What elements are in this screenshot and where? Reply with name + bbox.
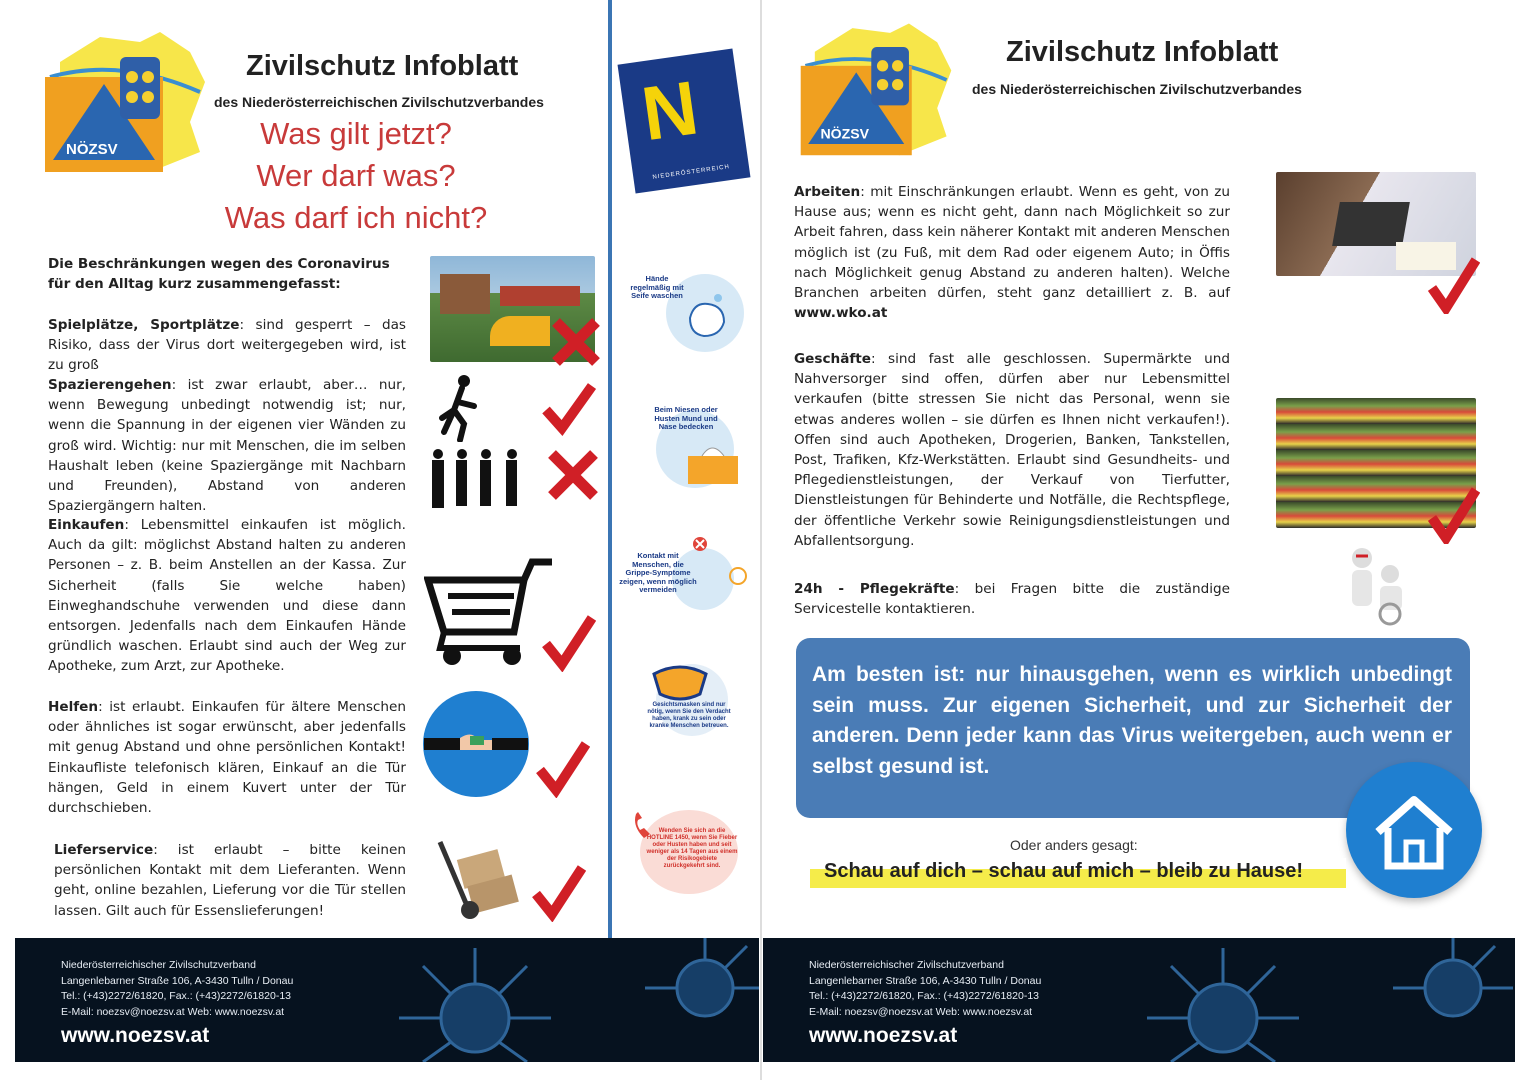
footer-org-2: Niederösterreichischer Zivilschutzverband — [809, 959, 1004, 971]
virus-illustration-2 — [1063, 938, 1513, 1062]
intro-text: Die Beschränkungen wegen des Coronavirus für den Alltag kurz zusammengefasst: — [48, 256, 390, 292]
slogan-text: Schau auf dich – schau auf mich – bleib zu Hause! — [824, 860, 1304, 882]
checkmark-icon-5 — [1426, 254, 1480, 314]
cross-mark-icon-2 — [546, 448, 600, 502]
oder-text: Oder anders gesagt: — [1010, 837, 1138, 853]
footer-phone-2: Tel.: (+43)2272/61820, Fax.: (+43)2272/61820-13 — [809, 990, 1039, 1002]
home-icon — [1346, 762, 1482, 898]
footer-phone: Tel.: (+43)2272/61820, Fax.: (+43)2272/61820-13 — [61, 990, 291, 1002]
footer-org: Niederösterreichischer Zivilschutzverband — [61, 959, 256, 971]
noezsv-logo-2 — [796, 12, 956, 162]
footer-address: Langenlebarner Straße 106, A-3430 Tulln / Donau — [61, 974, 294, 987]
noezsv-logo — [40, 22, 210, 177]
callout-text: Am besten ist: nur hinausgehen, wenn es wirklich unbedingt sein muss. Zur eigenen Sicherheit, und zur Sicherheit der anderen. Denn jeder kann das Virus weitergeben, auch wenn er selbst gesund ist. — [812, 663, 1452, 778]
tip-mask: Gesichtsmasken sind nur nötig, wenn Sie den Verdacht haben, krank zu sein oder kranke Menschen betreuen. — [647, 702, 731, 729]
shopping-cart-icon — [424, 558, 556, 668]
helping-hands-icon — [422, 690, 530, 798]
footer-url-2[interactable]: www.noezsv.at — [809, 1024, 958, 1047]
footer-email-2: E-Mail: noezsv@noezsv.at Web: www.noezsv.at — [809, 1005, 1033, 1018]
checkmark-icon-4 — [530, 862, 586, 922]
question-1: Was gilt jetzt? — [260, 116, 452, 151]
tip-hotline: Wenden Sie sich an die HOTLINE 1450, wenn Sie Fieber oder Husten haben und seit weniger als 14 Tagen aus einem der Risikogebiete zurückgekehrt sind. — [646, 828, 738, 869]
caregiver-icon — [1340, 546, 1412, 626]
section-helfen: Helfen: ist erlaubt. Einkaufen für ältere Menschen oder ähnliches ist sogar erwünscht, aber jedenfalls mit genug Abstand und ohne persönlichen Kontakt! Einkaufliste telefonisch klären, Einkauf an die Tür hängen, Geld in einem Kuvert unter der Tür durchschieben. — [48, 699, 406, 817]
checkmark-icon-6 — [1426, 484, 1480, 544]
tip-handwash: Hände regelmäßig mit Seife waschen — [630, 274, 684, 300]
footer-left — [15, 938, 759, 1062]
logo-text: NÖZSV — [66, 141, 118, 158]
question-3: Was darf ich nicht? — [224, 200, 488, 235]
tip-sneeze: Beim Niesen oder Husten Mund und Nase bedecken — [654, 405, 718, 431]
question-2: Wer darf was? — [256, 158, 456, 193]
footer-email: E-Mail: noezsv@noezsv.at Web: www.noezsv.at — [61, 1005, 285, 1018]
face-mask-icon — [650, 664, 710, 704]
logo-text-2: NÖZSV — [820, 125, 870, 142]
delivery-handtruck-icon — [432, 832, 524, 922]
handwash-icon — [680, 288, 734, 342]
page-title: Zivilschutz Infoblatt — [246, 50, 519, 82]
virus-illustration — [315, 938, 759, 1062]
tissue-box-icon — [684, 438, 742, 488]
no-contact-icon — [690, 536, 754, 596]
group-runners-icon — [428, 448, 532, 508]
checkmark-icon-3 — [534, 738, 590, 798]
page-subtitle-2: des Niederösterreichischen Zivilschutzverbandes — [972, 81, 1302, 97]
checkmark-icon-2 — [540, 612, 596, 672]
page-title-2: Zivilschutz Infoblatt — [1006, 36, 1279, 68]
footer-url[interactable]: www.noezsv.at — [61, 1024, 210, 1047]
column-divider — [608, 0, 612, 940]
section-lieferservice: Lieferservice: ist erlaubt – bitte keinen persönlichen Kontakt mit dem Lieferanten. Wenn geht, online bezahlen, Lieferung vor die Tür stellen lassen. Gilt auch für Essenslieferungen! — [54, 842, 406, 919]
section-arbeiten: Arbeiten: mit Einschränkungen erlaubt. Wenn es geht, von zu Hause aus; wenn es nicht geht, dann nach Möglichkeit so zur Arbeit fahren, dass kein näherer Kontakt mit anderen Menschen möglich ist (zu Fuß, mit dem Rad oder eigenem Auto; in Öffis nach Möglichkeit genug Abstand zu anderen halten). Welche Branchen arbeiten dürfen, steht ganz detailliert z. B. auf www.wko.at — [794, 184, 1230, 322]
page-divider — [760, 0, 762, 1080]
section-pflegekraefte: 24h - Pflegekräfte: bei Fragen bitte die zuständige Servicestelle kontaktieren. — [794, 581, 1230, 618]
runner-icon — [434, 374, 486, 442]
tip-contact: Kontakt mit Menschen, die Grippe-Symptome zeigen, wenn möglich vermeiden — [619, 551, 697, 594]
section-spazierengehen: Spazierengehen: ist zwar erlaubt, aber… nur, wenn Bewegung unbedingt notwendig ist; nur, wenn die Spannung in der eigenen vier Wänden zu groß wird. Wichtig: nur mit Menschen, die im selben Haushalt leben (keine Spaziergänge mit Nachbarn und Freunden), Abstand von anderen Spaziergängern halten. — [48, 377, 406, 515]
slogan-highlight — [810, 858, 1346, 888]
cross-mark-icon — [550, 316, 602, 368]
section-geschaefte: Geschäfte: sind fast alle geschlossen. Supermärkte und Nahversorger sind offen, dürfen aber nur Lebensmittel verkaufen (bitte stressen Sie nicht das Personal, wenn sie etwas anderes wollen – sie dürfen es Ihnen nicht verkaufen!). Offen sind auch Apotheken, Drogerien, Banken, Tankstellen, Post, Trafiken, Kfz-Werkstätten. Erlaubt sind Gesundheits- und Pflegedienstleistungen, der Verkauf von Tierfutter, Dienstleistungen für Behinderte und Notfälle, die Rechtspflege, der öffentliche Verkehr sowie Reinigungsdienstleistungen und Abfallentsorgung. — [794, 351, 1230, 549]
left-page — [0, 0, 612, 1080]
section-einkaufen: Einkaufen: Lebensmittel einkaufen ist möglich. Auch da gilt: möglichst Abstand halten zu anderen Personen – z. B. beim Anstellen an der Kassa. Zur Sicherheit (falls Sie welche haben) Einweghandschuhe verwenden und diese dann entsorgen. Jedenfalls nach dem Einkaufen Hände gründlich waschen. Erlaubt sind auch der Weg zur Apotheke, zum Arzt, zur Apotheke. — [48, 517, 406, 675]
page-subtitle: des Niederösterreichischen Zivilschutzverbandes — [214, 94, 544, 110]
footer-right — [763, 938, 1515, 1062]
footer-address-2: Langenlebarner Straße 106, A-3430 Tulln / Donau — [809, 974, 1042, 987]
niederoesterreich-logo: N NIEDERÖSTERREICH — [618, 49, 751, 194]
section-spielplaetze: Spielplätze, Sportplätze: sind gesperrt – das Risiko, dass der Virus dort weitergegeben wird, ist zu groß — [48, 317, 406, 374]
checkmark-icon — [540, 380, 596, 436]
